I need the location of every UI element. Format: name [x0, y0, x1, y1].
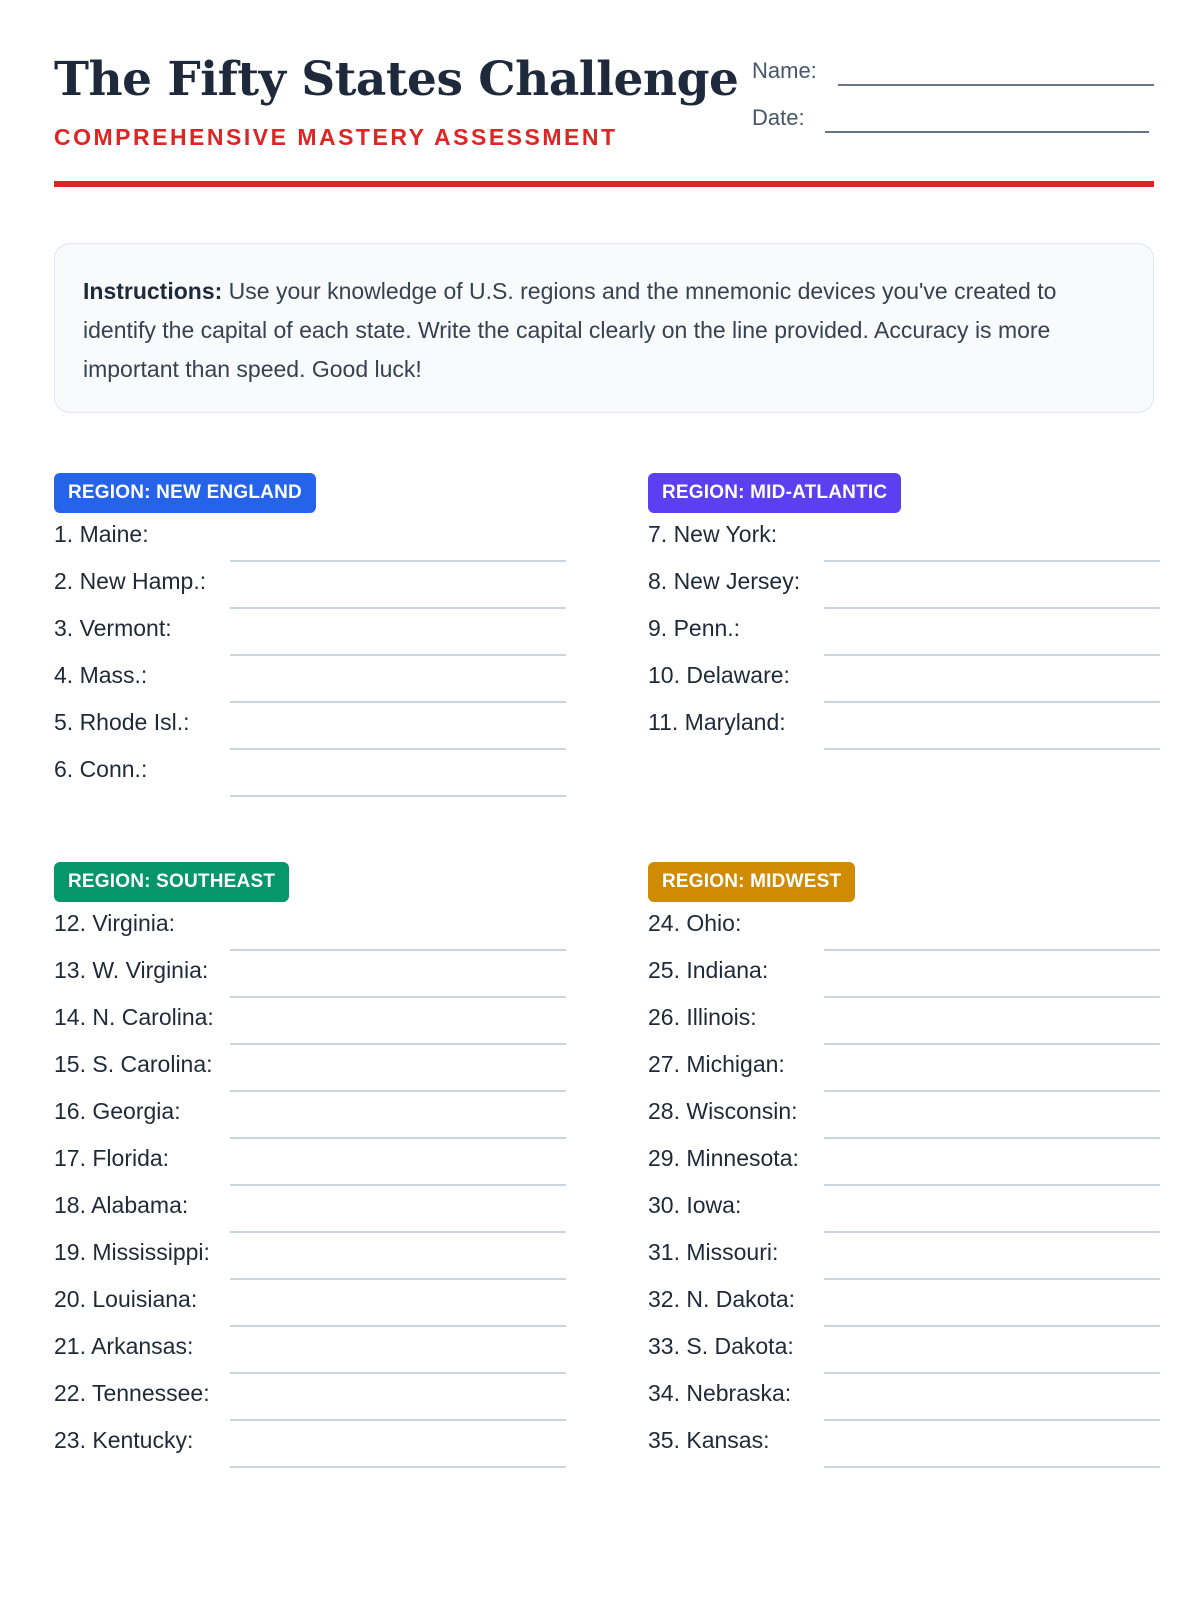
question-label: 21. Arkansas: — [54, 1333, 194, 1359]
header-divider — [54, 181, 1154, 187]
page-subtitle: COMPREHENSIVE MASTERY ASSESSMENT — [54, 124, 618, 150]
question-label: 7. New York: — [648, 521, 778, 547]
answer-line[interactable] — [824, 1419, 1160, 1421]
answer-line[interactable] — [824, 996, 1160, 998]
question-label: 11. Maryland: — [648, 709, 786, 735]
question-label: 28. Wisconsin: — [648, 1098, 798, 1124]
question-label: 5. Rhode Isl.: — [54, 709, 190, 735]
question-label: 24. Ohio: — [648, 910, 742, 936]
answer-line[interactable] — [230, 949, 566, 951]
question-label: 12. Virginia: — [54, 910, 176, 936]
answer-line[interactable] — [824, 1043, 1160, 1045]
answer-line[interactable] — [824, 560, 1160, 562]
answer-line[interactable] — [824, 1231, 1160, 1233]
answer-line[interactable] — [230, 795, 566, 797]
question-label: 9. Penn.: — [648, 615, 741, 641]
answer-line[interactable] — [230, 1043, 566, 1045]
region-tag-southeast: REGION: SOUTHEAST — [54, 862, 289, 902]
page-title: The Fifty States Challenge — [54, 52, 739, 107]
question-label: 26. Illinois: — [648, 1004, 757, 1030]
question-label: 13. W. Virginia: — [54, 957, 209, 983]
question-label: 14. N. Carolina: — [54, 1004, 214, 1030]
question-label: 6. Conn.: — [54, 756, 148, 782]
answer-line[interactable] — [230, 1184, 566, 1186]
answer-line[interactable] — [230, 607, 566, 609]
answer-line[interactable] — [824, 1325, 1160, 1327]
question-label: 3. Vermont: — [54, 615, 172, 641]
instructions-lead: Instructions: — [83, 278, 223, 304]
question-label: 33. S. Dakota: — [648, 1333, 794, 1359]
answer-line[interactable] — [230, 1090, 566, 1092]
question-label: 4. Mass.: — [54, 662, 148, 688]
answer-line[interactable] — [824, 1184, 1160, 1186]
answer-line[interactable] — [230, 1419, 566, 1421]
answer-line[interactable] — [824, 701, 1160, 703]
name-field-line[interactable] — [838, 84, 1154, 86]
answer-line[interactable] — [230, 1325, 566, 1327]
question-label: 35. Kansas: — [648, 1427, 770, 1453]
answer-line[interactable] — [824, 1090, 1160, 1092]
question-label: 15. S. Carolina: — [54, 1051, 213, 1077]
answer-line[interactable] — [824, 949, 1160, 951]
question-label: 31. Missouri: — [648, 1239, 779, 1265]
answer-line[interactable] — [230, 1137, 566, 1139]
question-label: 18. Alabama: — [54, 1192, 189, 1218]
region-tag-midwest: REGION: MIDWEST — [648, 862, 855, 902]
question-label: 1. Maine: — [54, 521, 149, 547]
answer-line[interactable] — [824, 748, 1160, 750]
question-label: 17. Florida: — [54, 1145, 170, 1171]
answer-line[interactable] — [230, 1231, 566, 1233]
answer-line[interactable] — [230, 1278, 566, 1280]
question-label: 22. Tennessee: — [54, 1380, 210, 1406]
question-label: 30. Iowa: — [648, 1192, 742, 1218]
answer-line[interactable] — [824, 1466, 1160, 1468]
answer-line[interactable] — [230, 560, 566, 562]
question-label: 25. Indiana: — [648, 957, 769, 983]
name-label: Name: — [752, 58, 817, 83]
date-label: Date: — [752, 105, 805, 130]
question-label: 2. New Hamp.: — [54, 568, 207, 594]
answer-line[interactable] — [230, 748, 566, 750]
answer-line[interactable] — [824, 1137, 1160, 1139]
question-label: 32. N. Dakota: — [648, 1286, 796, 1312]
answer-line[interactable] — [230, 996, 566, 998]
answer-line[interactable] — [824, 607, 1160, 609]
question-label: 34. Nebraska: — [648, 1380, 792, 1406]
date-field-line[interactable] — [825, 131, 1149, 133]
question-label: 19. Mississippi: — [54, 1239, 210, 1265]
question-label: 20. Louisiana: — [54, 1286, 198, 1312]
region-tag-mid-atlantic: REGION: MID-ATLANTIC — [648, 473, 901, 513]
question-label: 27. Michigan: — [648, 1051, 785, 1077]
answer-line[interactable] — [824, 1278, 1160, 1280]
question-label: 8. New Jersey: — [648, 568, 801, 594]
instructions-text: Use your knowledge of U.S. regions and the mnemonic devices you've created to identify the capital of each state. Write the capital clearly on the line provided. Accuracy is more important than speed. Good luck! — [83, 278, 1057, 382]
answer-line[interactable] — [230, 654, 566, 656]
answer-line[interactable] — [230, 1372, 566, 1374]
question-label: 10. Delaware: — [648, 662, 790, 688]
region-tag-new-england: REGION: NEW ENGLAND — [54, 473, 316, 513]
answer-line[interactable] — [824, 1372, 1160, 1374]
question-label: 29. Minnesota: — [648, 1145, 799, 1171]
question-label: 16. Georgia: — [54, 1098, 181, 1124]
instructions-box — [54, 243, 1154, 413]
answer-line[interactable] — [230, 1466, 566, 1468]
answer-line[interactable] — [230, 701, 566, 703]
question-label: 23. Kentucky: — [54, 1427, 194, 1453]
answer-line[interactable] — [824, 654, 1160, 656]
